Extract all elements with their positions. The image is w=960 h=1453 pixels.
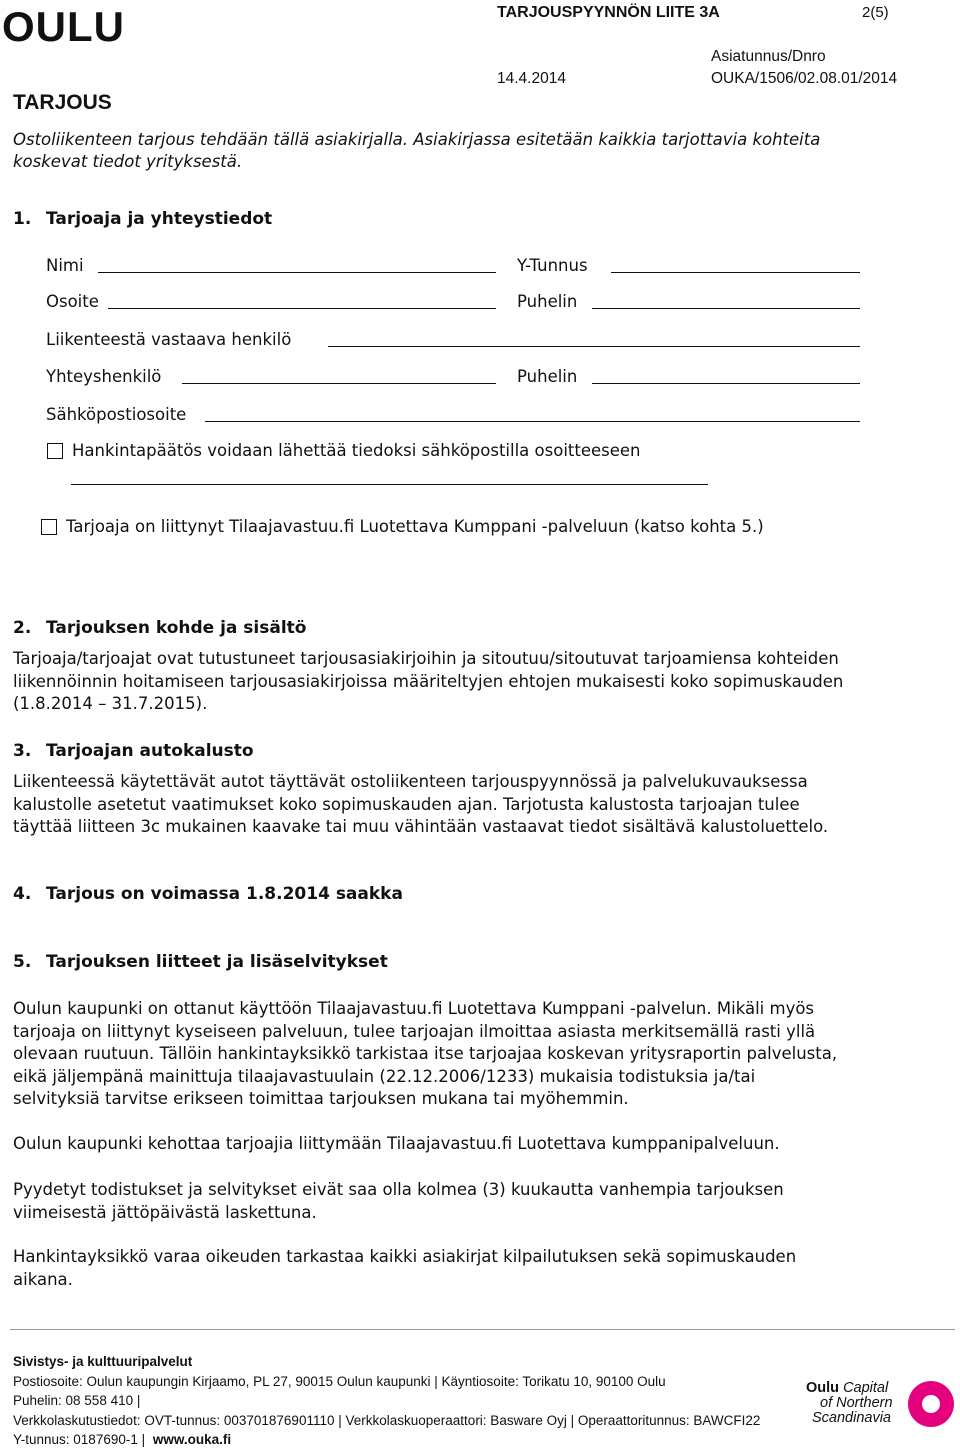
- text-line: kalustolle asetetut vaatimukset koko sopimuskauden ajan. Tarjotusta kalustosta tarjoajan tulee: [13, 794, 800, 814]
- text-line: eikä jäljempänä mainittuja tilaajavastuulain (22.12.2006/1233) mukaisia todistuksia ja/tai: [13, 1066, 756, 1086]
- logo-ring-icon: [906, 1380, 956, 1428]
- section-number: 4.: [13, 884, 32, 904]
- section-number: 5.: [13, 952, 32, 972]
- partner-service-checkbox[interactable]: [41, 519, 57, 535]
- phone-1-field[interactable]: [592, 308, 860, 309]
- text-line: täyttää liitteen 3c mukainen kaavake tai muu vähintään vastaavat tiedot sisältävä kalustoluettelo.: [13, 817, 829, 836]
- text-line: Pyydetyt todistukset ja selvitykset eivät saa olla kolmea (3) kuukautta vanhempia tarjouksen: [13, 1180, 784, 1199]
- phone-2-label: Puhelin: [517, 367, 578, 386]
- intro-line-2: koskevat tiedot yrityksestä.: [13, 152, 243, 171]
- section-5-paragraph-3: [13, 1179, 958, 1224]
- address-field[interactable]: [108, 308, 496, 309]
- name-label: Nimi: [46, 256, 84, 275]
- section-5-paragraph-4: [13, 1246, 958, 1291]
- section-number: 3.: [13, 741, 32, 761]
- section-5-paragraph-2: [13, 1133, 958, 1156]
- document-date: 14.4.2014: [497, 70, 566, 87]
- section-title: Tarjouksen liitteet ja lisäselvitykset: [46, 952, 388, 972]
- section-5-paragraph-1: [13, 998, 958, 1111]
- page-title: TARJOUS: [13, 91, 112, 114]
- text-line: selvityksiä tarvitse erikseen toimittaa tarjouksen mukana tai myöhemmin.: [13, 1089, 629, 1108]
- website-link[interactable]: www.ouka.fi: [152, 1432, 232, 1447]
- text-line: tarjoaja on liittynyt kyseiseen palveluun, tulee tarjoajan ilmoittaa asiasta merkitsemällä rasti yllä: [13, 1021, 816, 1041]
- section-2-heading: [13, 618, 306, 638]
- contact-person-label: Yhteyshenkilö: [46, 367, 162, 386]
- text-line: olevaan ruutuun. Tällöin hankintayksikkö tarkistaa itse tarjoajaa koskevan yritysraportin palvelusta,: [13, 1044, 838, 1063]
- logo-oulu: Oulu: [806, 1380, 840, 1396]
- email-label: Sähköpostiosoite: [46, 405, 187, 424]
- logo-line-3: Scandinavia: [812, 1410, 891, 1426]
- text-line: Oulun kaupunki kehottaa tarjoajia liittymään Tilaajavastuu.fi Luotettava kumppanipalveluun.: [13, 1134, 780, 1153]
- logo-capital: Capital: [843, 1380, 889, 1396]
- email-notification-checkbox[interactable]: [47, 443, 63, 459]
- footer-phone: Puhelin: 08 558 410 |: [13, 1393, 141, 1408]
- address-label: Osoite: [46, 292, 99, 311]
- footer-address: Postiosoite: Oulun kaupungin Kirjaamo, PL 27, 90015 Oulun kaupunki | Käyntiosoite: Torikatu 10, 90100 Oulu: [13, 1374, 666, 1389]
- logo-line-1: [806, 1380, 888, 1396]
- responsible-person-field[interactable]: [328, 346, 860, 347]
- footer-business-id: [13, 1432, 231, 1447]
- section-3-heading: [13, 741, 254, 761]
- section-title: Tarjoajan autokalusto: [46, 741, 254, 761]
- phone-1-label: Puhelin: [517, 292, 578, 311]
- email-field[interactable]: [205, 421, 860, 422]
- responsible-person-label: Liikenteestä vastaava henkilö: [46, 330, 292, 349]
- footer-invoicing: Verkkolaskutustiedot: OVT-tunnus: 003701876901110 | Verkkolaskuoperaattori: Basware Oyj | Operaattoritunnus: BAWCFI22: [13, 1413, 761, 1428]
- text-line: Liikenteessä käytettävät autot täyttävät ostoliikenteen tarjouspyynnössä ja palvelukuvauksessa: [13, 772, 808, 791]
- text-line: viimeisestä jättöpäivästä laskettuna.: [13, 1202, 317, 1222]
- business-id-field[interactable]: [611, 272, 860, 273]
- footer-organization: Sivistys- ja kulttuuripalvelut: [13, 1354, 193, 1369]
- business-id-text: Y-tunnus: 0187690-1 |: [13, 1432, 146, 1447]
- section-number: 2.: [13, 618, 32, 638]
- text-line: Oulun kaupunki on ottanut käyttöön Tilaajavastuu.fi Luotettava Kumppani -palvelun. Mikäli myös: [13, 999, 815, 1018]
- text-line: Tarjoaja/tarjoajat ovat tutustuneet tarjousasiakirjoihin ja sitoutuu/sitoutuvat tarjoamiensa kohteiden: [13, 649, 839, 668]
- reference-label: Asiatunnus/Dnro: [711, 48, 826, 65]
- section-1-heading: [13, 209, 272, 229]
- text-line: Hankintayksikkö varaa oikeuden tarkastaa kaikki asiakirjat kilpailutuksen sekä sopimuskauden: [13, 1247, 797, 1266]
- section-4-heading: [13, 884, 403, 904]
- oulu-logo: OULU: [2, 3, 125, 50]
- phone-2-field[interactable]: [592, 383, 860, 384]
- section-number: 1.: [13, 209, 32, 229]
- section-5-heading: [13, 952, 388, 972]
- name-field[interactable]: [98, 272, 496, 273]
- intro-line-1: Ostoliikenteen tarjous tehdään tällä asiakirjalla. Asiakirjassa esitetään kaikkia tarjottavia kohteita: [13, 130, 821, 149]
- text-line: liikennöinnin hoitamiseen tarjousasiakirjoissa määriteltyjen ehtojen mukaisesti koko sopimuskauden: [13, 671, 844, 691]
- page-number: 2(5): [862, 4, 889, 21]
- section-3-body: [13, 771, 958, 839]
- notification-email-field[interactable]: [71, 484, 708, 485]
- section-title: Tarjouksen kohde ja sisältö: [46, 618, 307, 638]
- business-id-label: Y-Tunnus: [517, 256, 588, 275]
- footer-divider: [10, 1329, 955, 1330]
- section-title: Tarjous on voimassa 1.8.2014 saakka: [46, 884, 403, 904]
- text-line: aikana.: [13, 1269, 73, 1289]
- attachment-title: TARJOUSPYYNNÖN LIITE 3A: [497, 4, 720, 21]
- logo-line-2: of Northern: [820, 1395, 893, 1411]
- text-line: (1.8.2014 – 31.7.2015).: [13, 694, 208, 713]
- reference-number: OUKA/1506/02.08.01/2014: [711, 70, 898, 87]
- section-2-body: [13, 648, 958, 716]
- oulu-capital-logo: [806, 1380, 956, 1428]
- partner-service-label: Tarjoaja on liittynyt Tilaajavastuu.fi Luotettava Kumppani -palveluun (katso kohta 5.): [66, 517, 764, 536]
- section-title: Tarjoaja ja yhteystiedot: [46, 209, 273, 229]
- email-notification-label: Hankintapäätös voidaan lähettää tiedoksi sähköpostilla osoitteeseen: [72, 441, 641, 460]
- contact-person-field[interactable]: [182, 383, 496, 384]
